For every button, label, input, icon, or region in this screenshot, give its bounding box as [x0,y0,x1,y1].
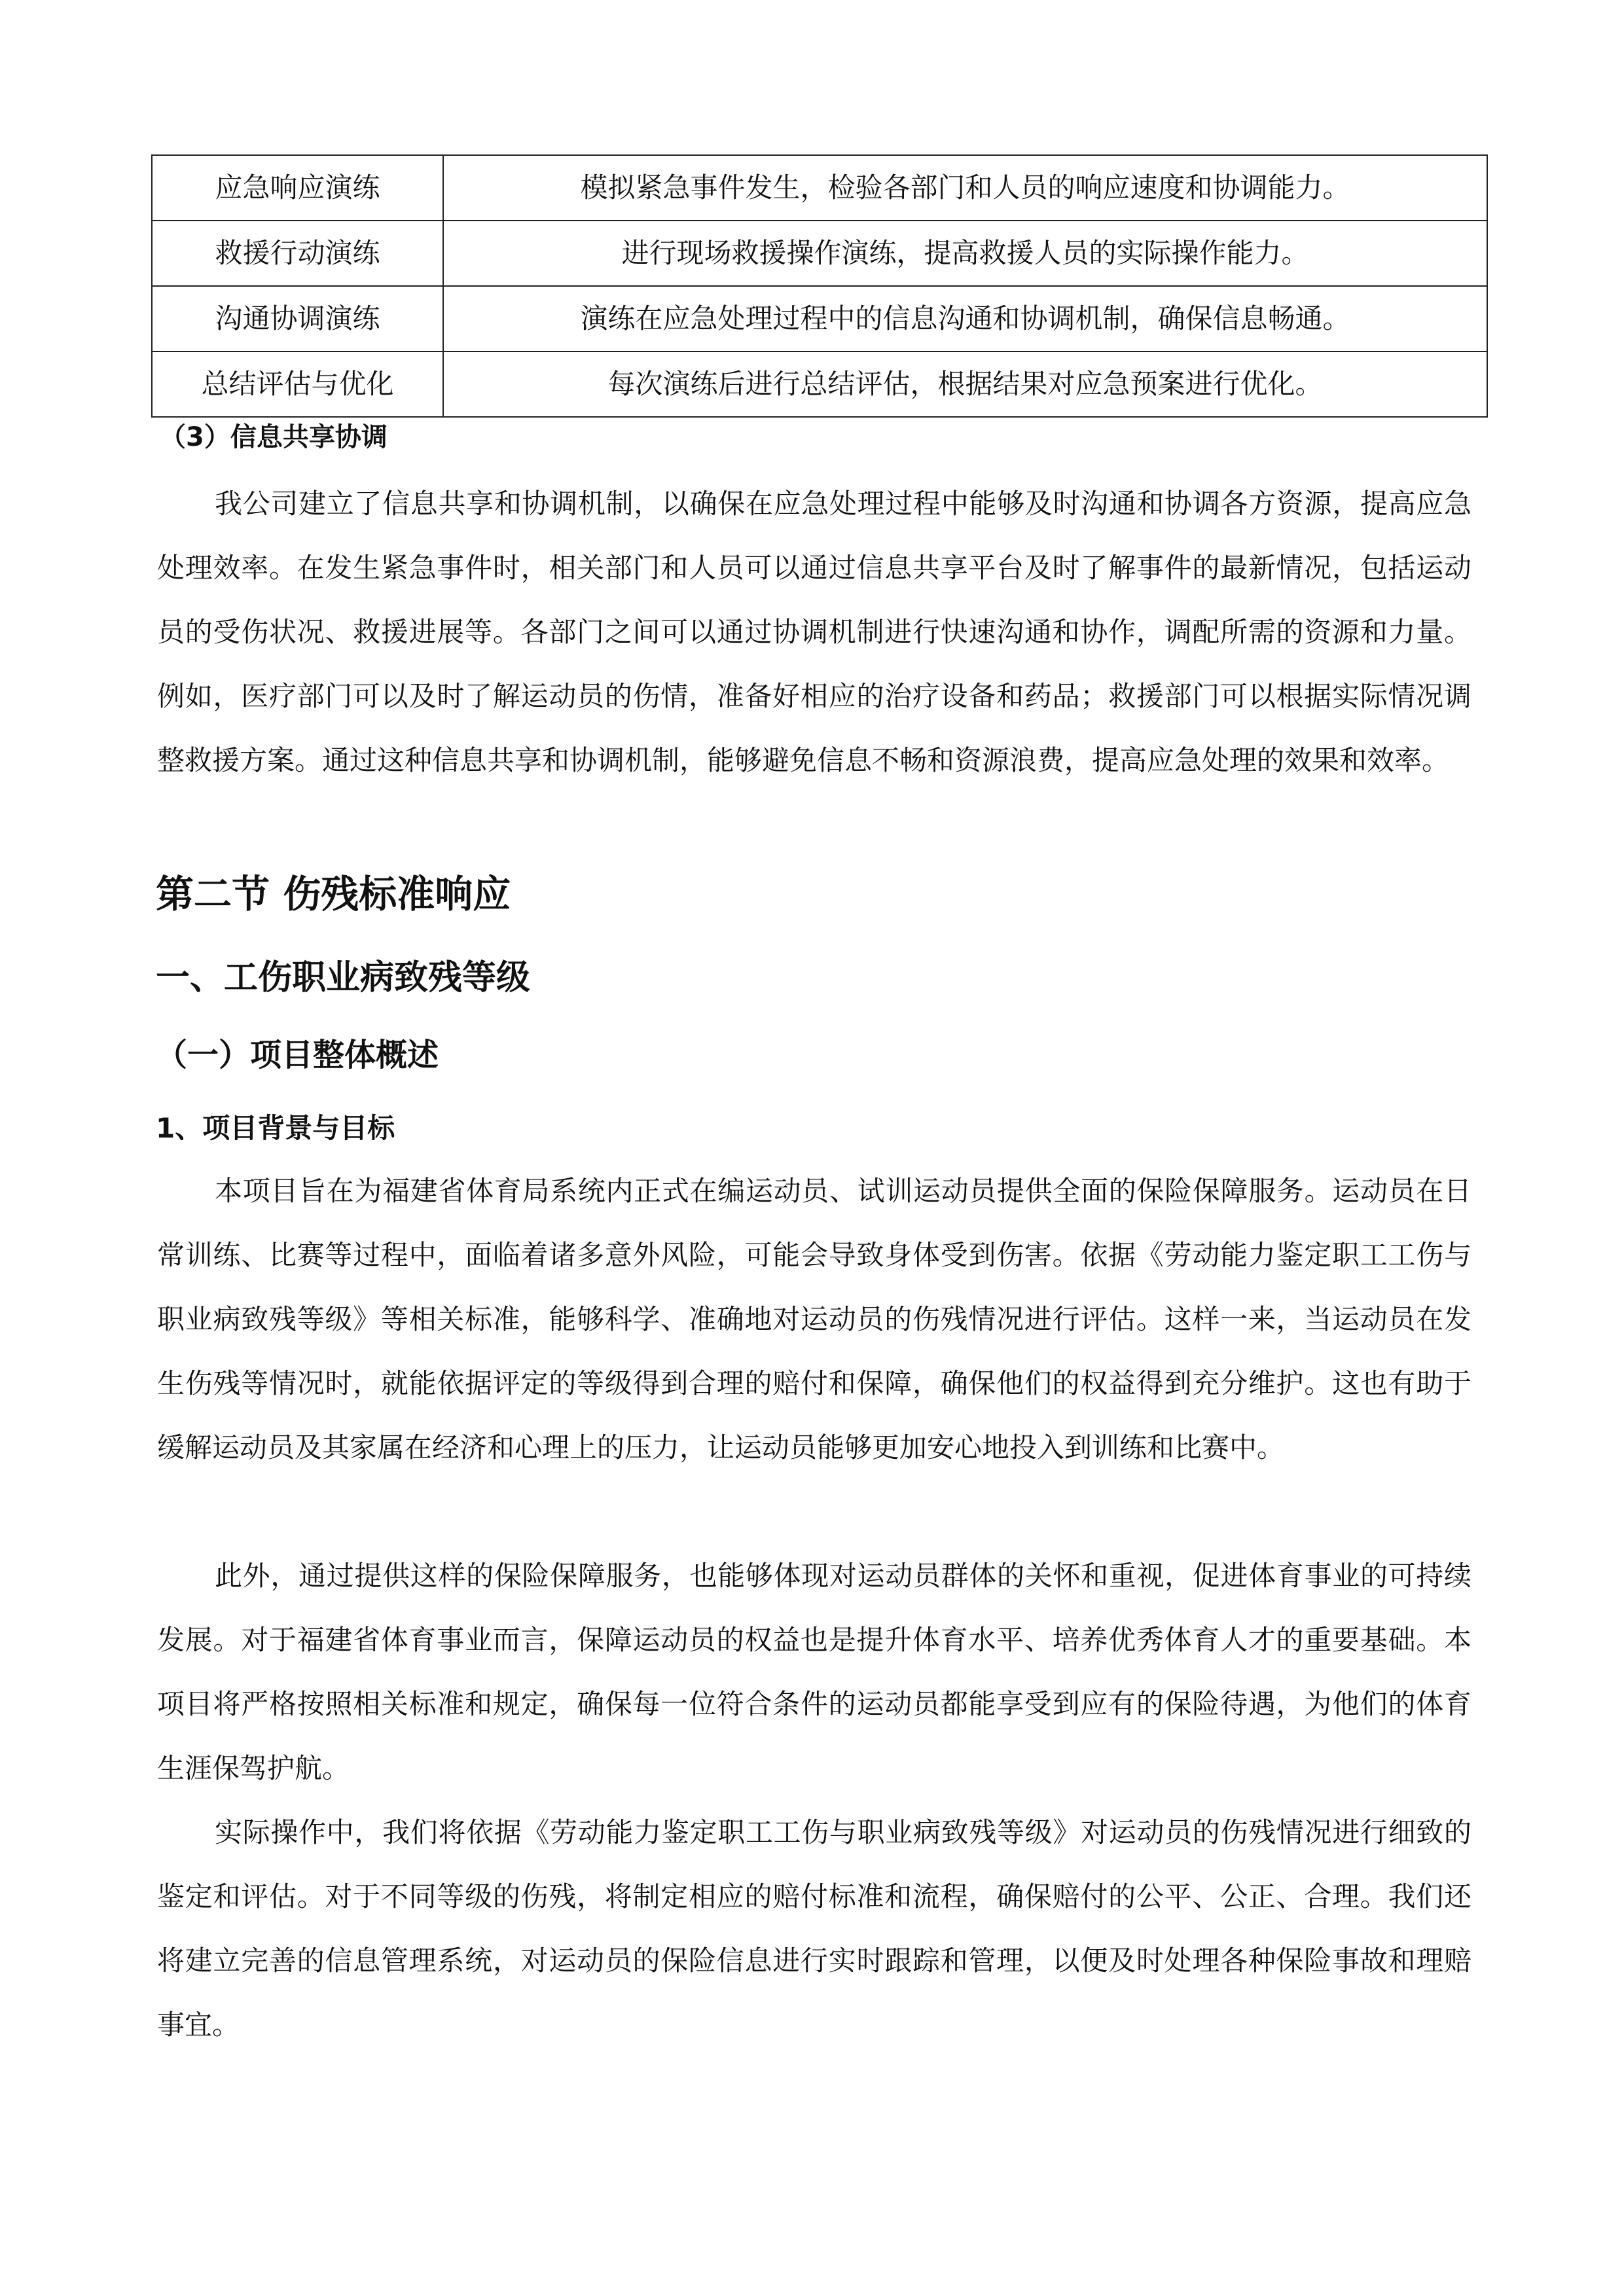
section-subtitle: 一、工伤职业病致残等级 [156,958,531,997]
item-heading: 1、项目背景与目标 [156,1112,395,1144]
drill-name-cell: 应急响应演练 [152,155,443,221]
drill-desc-cell: 演练在应急处理过程中的信息沟通和协调机制，确保信息畅通。 [443,286,1487,351]
drill-desc-cell: 模拟紧急事件发生，检验各部门和人员的响应速度和协调能力。 [443,155,1487,221]
background-paragraph-2: 此外，通过提供这样的保险保障服务，也能够体现对运动员群体的关怀和重视，促进体育事业的可持续发展。对于福建省体育事业而言，保障运动员的权益也是提升体育水平、培养优秀体育人才的重要基础。本项目将严格按照相关标准和规定，确保每一位符合条件的运动员都能享受到应有的保险待遇，为他们的体育生涯保驾护航。 [157,1560,1471,1784]
table-row [152,286,1487,351]
drill-desc-cell: 每次演练后进行总结评估，根据结果对应急预案进行优化。 [443,351,1487,417]
drill-name-cell: 沟通协调演练 [152,286,443,351]
info-sharing-paragraph: 我公司建立了信息共享和协调机制，以确保在应急处理过程中能够及时沟通和协调各方资源，提高应急处理效率。在发生紧急事件时，相关部门和人员可以通过信息共享平台及时了解事件的最新情况，包括运动员的受伤状况、救援进展等。各部门之间可以通过协调机制进行快速沟通和协作，调配所需的资源和力量。例如，医疗部门可以及时了解运动员的伤情，准备好相应的治疗设备和药品；救援部门可以根据实际情况调整救援方案。通过这种信息共享和协调机制，能够避免信息不畅和资源浪费，提高应急处理的效果和效率。 [157,488,1471,776]
section-title: 第二节 伤残标准响应 [156,872,511,916]
drill-table [151,154,1488,418]
background-paragraph-3: 实际操作中，我们将依据《劳动能力鉴定职工工伤与职业病致残等级》对运动员的伤残情况进行细致的鉴定和评估。对于不同等级的伤残，将制定相应的赔付标准和流程，确保赔付的公平、公正、合理。我们还将建立完善的信息管理系统，对运动员的保险信息进行实时跟踪和管理，以便及时处理各种保险事故和理赔事宜。 [157,1816,1471,2041]
part-heading: （一）项目整体概述 [156,1037,439,1073]
background-paragraph-1: 本项目旨在为福建省体育局系统内正式在编运动员、试训运动员提供全面的保险保障服务。运动员在日常训练、比赛等过程中，面临着诸多意外风险，可能会导致身体受到伤害。依据《劳动能力鉴定职工工伤与职业病致残等级》等相关标准，能够科学、准确地对运动员的伤残情况进行评估。这样一来，当运动员在发生伤残等情况时，就能依据评定的等级得到合理的赔付和保障，确保他们的权益得到充分维护。这也有助于缓解运动员及其家属在经济和心理上的压力，让运动员能够更加安心地投入到训练和比赛中。 [157,1175,1471,1463]
table-row [152,221,1487,286]
drill-name-cell: 救援行动演练 [152,221,443,286]
drill-name-cell: 总结评估与优化 [152,351,443,417]
table-row [152,351,1487,417]
table-row [152,155,1487,221]
info-sharing-heading: （3）信息共享协调 [160,422,388,452]
drill-desc-cell: 进行现场救援操作演练，提高救援人员的实际操作能力。 [443,221,1487,286]
